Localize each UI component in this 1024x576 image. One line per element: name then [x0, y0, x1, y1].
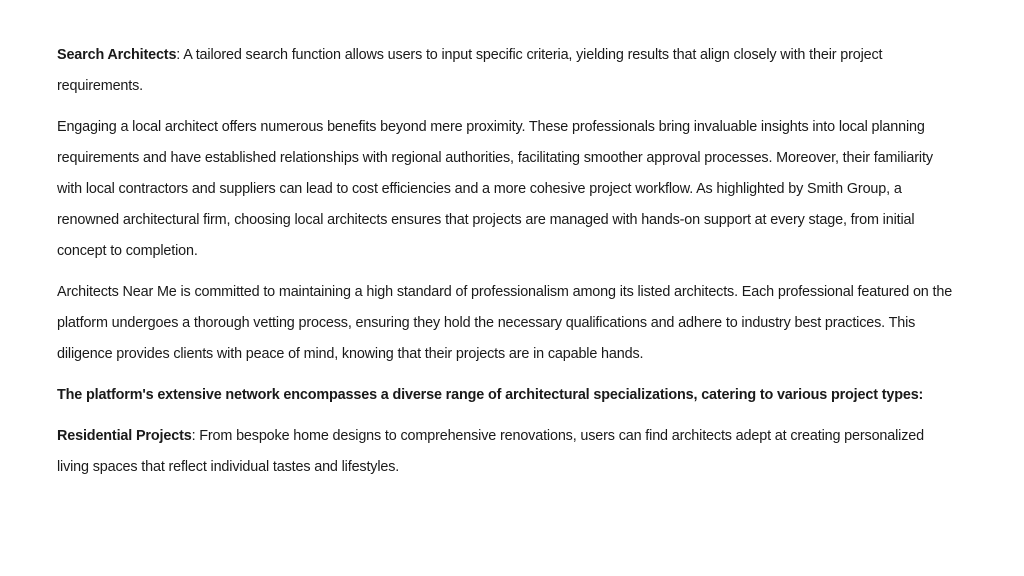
- search-architects-paragraph: [57, 40, 957, 102]
- document-body: [57, 40, 957, 493]
- search-architects-text: : A tailored search function allows users to input specific criteria, yielding results that align closely with their project requirements.: [57, 47, 883, 94]
- network-specializations-paragraph: The platform's extensive network encompasses a diverse range of architectural specializations, catering to various project types:: [57, 387, 924, 403]
- residential-projects-heading: Residential Projects: [57, 428, 192, 444]
- residential-projects-paragraph: [57, 421, 957, 483]
- residential-projects-text: : From bespoke home designs to comprehensive renovations, users can find architects adept at creating personalized living spaces that reflect individual tastes and lifestyles.: [57, 428, 924, 475]
- engaging-local-architect-paragraph: Engaging a local architect offers numerous benefits beyond mere proximity. These professionals bring invaluable insights into local planning requirements and have established relationships with regional authorities, facilitating smoother approval processes. Moreover, their familiarity with local contractors and suppliers can lead to cost efficiencies and a more cohesive project workflow. As highlighted by Smith Group, a renowned architectural firm, choosing local architects ensures that projects are managed with hands-on support at every stage, from initial concept to completion.: [57, 119, 933, 259]
- search-architects-heading: Search Architects: [57, 47, 177, 63]
- professionalism-paragraph: Architects Near Me is committed to maintaining a high standard of professionalism among its listed architects. Each professional featured on the platform undergoes a thorough vetting process, ensuring they hold the necessary qualifications and adhere to industry best practices. This diligence provides clients with peace of mind, knowing that their projects are in capable hands.: [57, 284, 953, 362]
